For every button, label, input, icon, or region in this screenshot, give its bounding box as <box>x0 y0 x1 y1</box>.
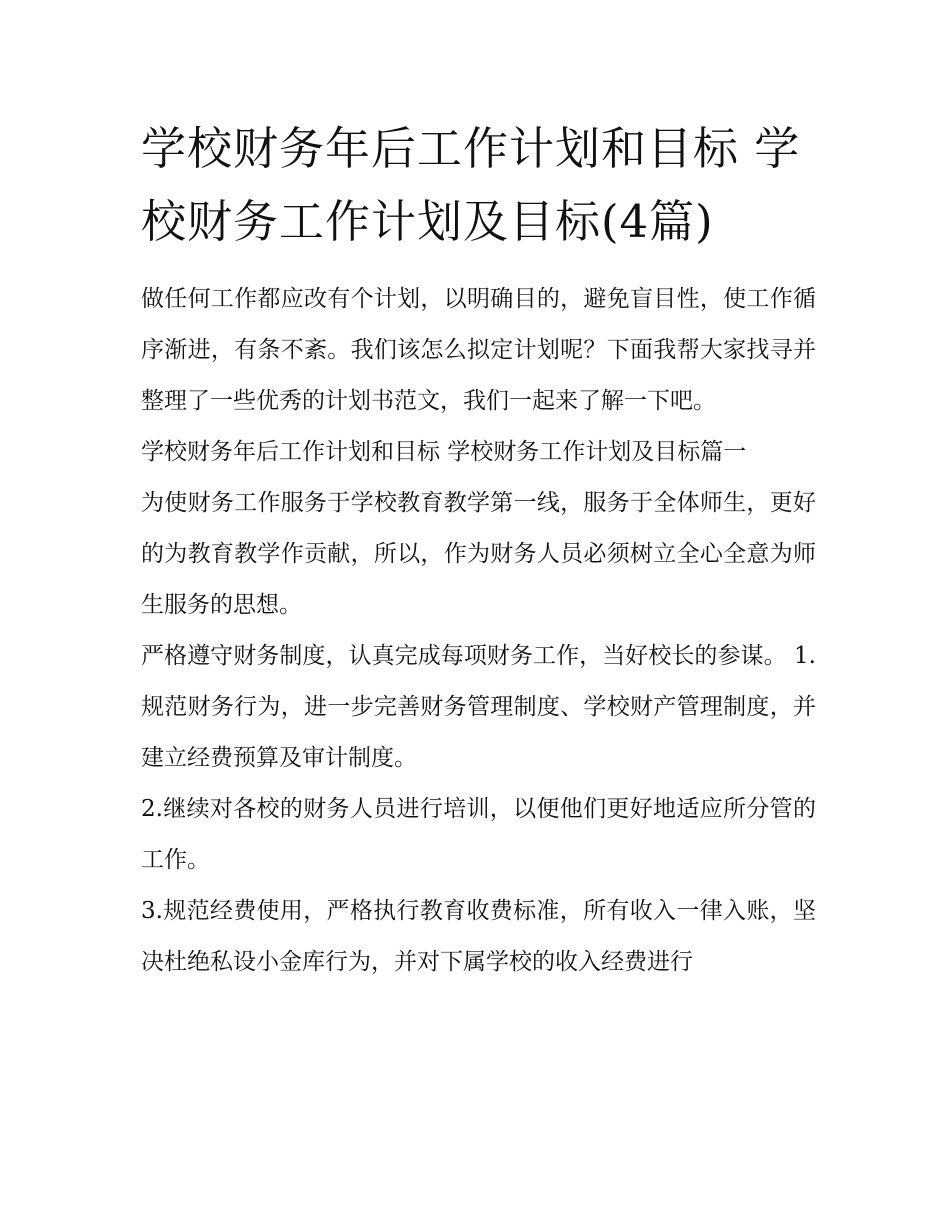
paragraph-intro: 做任何工作都应改有个计划，以明确目的，避免盲目性，使工作循序渐进，有条不紊。我们该怎么拟定计划呢？下面我帮大家找寻并整理了一些优秀的计划书范文，我们一起来了解一下吧。 <box>141 286 816 414</box>
document-title: 学校财务年后工作计划和目标 学校财务工作计划及目标(4篇) <box>141 122 801 248</box>
paragraph-section-heading: 学校财务年后工作计划和目标 学校财务工作计划及目标篇一 <box>141 439 747 465</box>
paragraph-body: 严格遵守财务制度，认真完成每项财务工作，当好校长的参谋。 1.规范财务行为，进一步完善财务管理制度、学校财产管理制度，并建立经费预算及审计制度。 <box>141 643 816 771</box>
paragraph-body: 3.规范经费使用，严格执行教育收费标准，所有收入一律入账，坚决杜绝私设小金库行为，并对下属学校的收入经费进行 <box>141 898 816 975</box>
paragraph-body: 为使财务工作服务于学校教育教学第一线，服务于全体师生，更好的为教育教学作贡献，所以，作为财务人员必须树立全心全意为师生服务的思想。 <box>141 490 816 618</box>
document-page <box>141 112 816 988</box>
paragraph-body: 2.继续对各校的财务人员进行培训，以便他们更好地适应所分管的工作。 <box>141 796 816 873</box>
